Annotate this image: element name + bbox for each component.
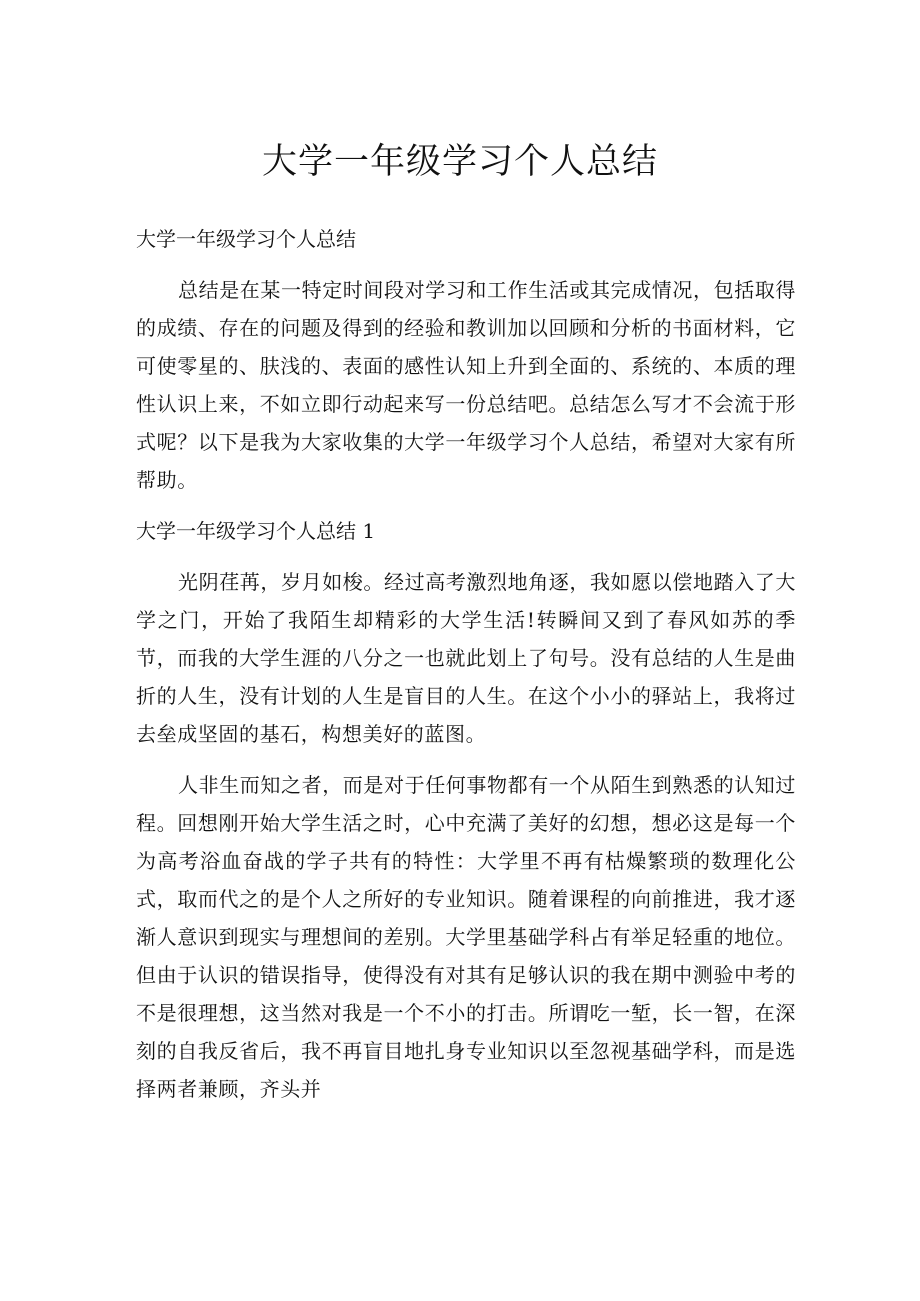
paragraph-2: 人非生而知之者，而是对于任何事物都有一个从陌生到熟悉的认知过程。回想刚开始大学生活之时，心中充满了美好的幻想，想必这是每一个为高考浴血奋战的学子共有的特性：大学里不再有枯燥繁琐的数理化公式，取而代之的是个人之所好的专业知识。随着课程的向前推进，我才逐渐人意识到现实与理想间的差别。大学里基础学科占有举足轻重的地位。但由于认识的错误指导，使得没有对其有足够认识的我在期中测验中考的不是很理想，这当然对我是一个不小的打击。所谓吃一堑，长一智，在深刻的自我反省后，我不再盲目地扎身专业知识以至忽视基础学科，而是选择两者兼顾，齐头并 — [136, 773, 796, 1101]
paragraph-1: 光阴荏苒，岁月如梭。经过高考激烈地角逐，我如愿以偿地踏入了大学之门，开始了我陌生却精彩的大学生活!转瞬间又到了春风如苏的季节，而我的大学生涯的八分之一也就此划上了句号。没有总结的人生是曲折的人生，没有计划的人生是盲目的人生。在这个小小的驿站上，我将过去垒成坚固的基石，构想美好的蓝图。 — [136, 570, 796, 746]
intro-paragraph: 总结是在某一特定时间段对学习和工作生活或其完成情况，包括取得的成绩、存在的问题及得到的经验和教训加以回顾和分析的书面材料，它可使零星的、肤浅的、表面的感性认知上升到全面的、系统的、本质的理性认识上来，不如立即行动起来写一份总结吧。总结怎么写才不会流于形式呢？以下是我为大家收集的大学一年级学习个人总结，希望对大家有所帮助。 — [136, 278, 796, 492]
document-subtitle: 大学一年级学习个人总结 — [136, 227, 356, 251]
section-heading: 大学一年级学习个人总结 1 — [136, 519, 376, 543]
document-title: 大学一年级学习个人总结 — [261, 142, 658, 182]
document-body — [136, 220, 796, 1108]
